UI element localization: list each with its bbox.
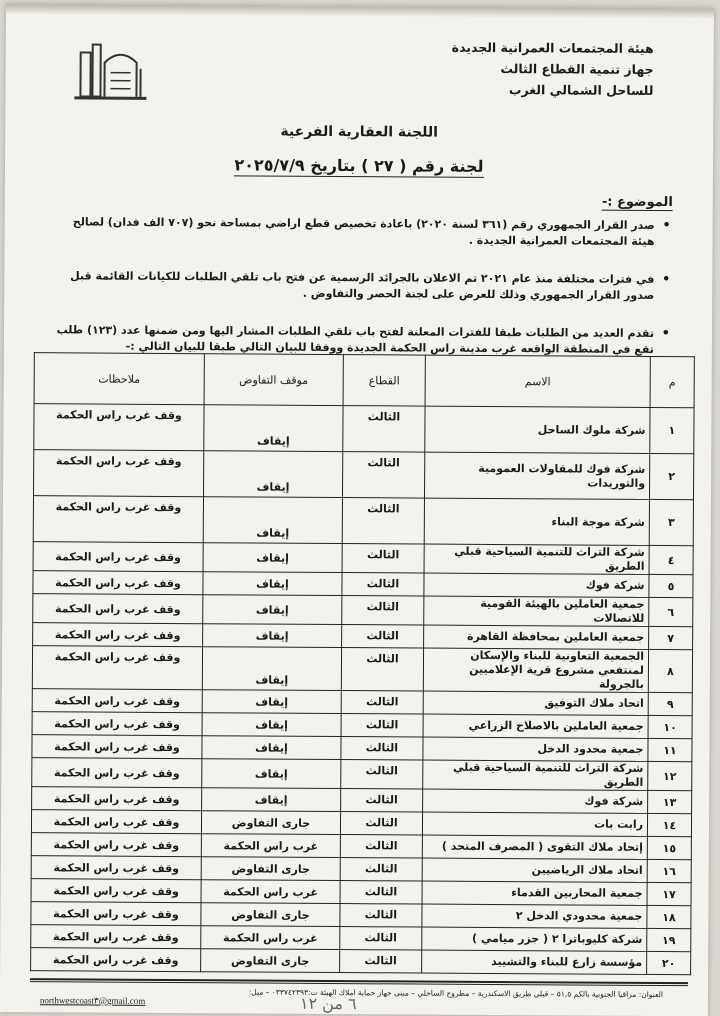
row-notes: وقف غرب راس الحكمة xyxy=(32,712,202,736)
requests-table xyxy=(30,352,695,975)
row-sector: الثالث xyxy=(341,760,423,790)
row-notes: وقف غرب راس الحكمة xyxy=(32,689,202,713)
row-name: رابت بات xyxy=(422,812,647,836)
row-number: ٥ xyxy=(649,574,693,597)
row-negotiation-status: إيقاف xyxy=(203,595,342,625)
table-header-row xyxy=(34,353,694,408)
row-notes: وقف غرب راس الحكمة xyxy=(31,925,201,949)
header-name: الاسم xyxy=(425,355,650,407)
row-number: ٢ xyxy=(649,453,693,499)
row-negotiation-status: إيقاف xyxy=(202,759,341,789)
row-notes: وقف غرب راس الحكمة xyxy=(33,571,203,595)
row-name: شركة موجة البناء xyxy=(424,498,649,545)
row-notes: وقف غرب راس الحكمة xyxy=(32,758,202,788)
row-sector: الثالث xyxy=(341,789,423,813)
org-line-3: للساحل الشمالي الغرب xyxy=(451,79,653,101)
subject-label: الموضوع :- xyxy=(602,195,673,211)
row-name: مؤسسة زارع للبناء والتشييد xyxy=(422,950,647,974)
row-sector: الثالث xyxy=(342,596,424,626)
row-sector: الثالث xyxy=(340,812,422,836)
row-number: ٧ xyxy=(649,626,693,649)
row-negotiation-status: إيقاف xyxy=(204,405,343,452)
row-negotiation-status: إيقاف xyxy=(203,624,342,648)
row-number: ١٤ xyxy=(647,813,691,836)
row-sector: الثالث xyxy=(340,835,422,859)
row-negotiation-status: إيقاف xyxy=(203,497,342,544)
row-notes: وقف غرب راس الحكمة xyxy=(31,856,201,880)
footer-address: العنوان: مراقيا الجنوبية بالكم ٥١,٥ – قبلي طريق الاسكندرية – مطروح الساحلي – مبنى جهاز حماية املاك الهيئة ت:٠٣٣٧٤٢٣٩٣ – ميل: xyxy=(33,985,663,1000)
row-negotiation-status: جارى التفاوض xyxy=(201,903,340,927)
row-number: ١٦ xyxy=(647,859,691,882)
row-number: ٣ xyxy=(649,499,693,545)
table-row xyxy=(32,646,692,693)
header-sector: القطاع xyxy=(343,355,425,406)
row-notes: وقف غرب راس الحكمة xyxy=(31,879,201,903)
row-notes: وقف غرب راس الحكمة xyxy=(34,404,204,451)
row-sector: الثالث xyxy=(341,648,423,692)
table-row xyxy=(34,404,694,454)
row-name: جمعية العاملين بالهيئة القومية للاتصالات xyxy=(424,596,649,626)
row-sector: الثالث xyxy=(342,452,424,499)
row-name: اتحاد ملاك الرياضيين xyxy=(422,858,647,882)
table-row xyxy=(33,496,693,546)
row-notes: وقف غرب راس الحكمة xyxy=(32,646,202,690)
committee-name: اللجنة العقارية الفرعية xyxy=(5,122,713,142)
row-number: ٩ xyxy=(648,692,692,715)
header-notes: ملاحظات xyxy=(34,353,204,405)
row-notes: وقف غرب راس الحكمة xyxy=(31,810,201,834)
bullet-decree: • صدر القرار الجمهوري رقم (٣٦١ لسنة ٢٠٢٠) باعادة تخصيص قطع اراضي بمساحة نحو (٧٠٧ الف فدان) لصالح هيئة المجتمعات العمرانية الجديدة . xyxy=(53,214,673,250)
row-negotiation-status: إيقاف xyxy=(202,736,341,760)
scan-edge xyxy=(6,4,714,18)
row-sector: الثالث xyxy=(340,858,422,882)
row-negotiation-status: غرب راس الحكمة xyxy=(201,926,340,950)
row-number: ١٧ xyxy=(647,882,691,905)
table-row xyxy=(32,758,692,791)
row-notes: وقف غرب راس الحكمة xyxy=(33,542,203,572)
row-name: جمعية المحاربين القدماء xyxy=(422,881,647,905)
row-number: ٨ xyxy=(648,649,692,692)
row-name: شركة كليوباترا ٢ ( جزر ميامي ) xyxy=(422,927,647,951)
row-sector: الثالث xyxy=(343,406,425,453)
page-number: ٦ من ١٢ xyxy=(300,994,357,1013)
row-name: شركة فوك xyxy=(424,573,649,597)
row-number: ١٣ xyxy=(648,790,692,813)
letterhead xyxy=(25,24,694,118)
row-notes: وقف غرب راس الحكمة xyxy=(32,735,202,759)
row-sector: الثالث xyxy=(340,927,422,951)
row-negotiation-status: إيقاف xyxy=(202,788,341,812)
session-number-date: لجنة رقم ( ٢٧ ) بتاريخ ٢٠٢٥/٧/٩ xyxy=(234,155,483,178)
row-name: شركة التراث للتنمية السياحية قبلي الطريق xyxy=(423,760,648,790)
committee-title xyxy=(5,122,713,179)
row-sector: الثالث xyxy=(340,881,422,905)
header-negotiation: موقف التفاوض xyxy=(204,354,343,406)
row-notes: وقف غرب راس الحكمة xyxy=(33,594,203,624)
row-notes: وقف غرب راس الحكمة xyxy=(33,623,203,647)
org-line-1: هيئة المجتمعات العمرانية الجديدة xyxy=(452,37,654,59)
row-number: ٦ xyxy=(649,597,693,626)
row-sector: الثالث xyxy=(340,950,422,974)
row-name: شركة فوك xyxy=(423,789,648,813)
row-sector: الثالث xyxy=(340,904,422,928)
row-notes: وقف غرب راس الحكمة xyxy=(31,902,201,926)
row-name: شركة التراث للتنمية السياحية قبلي الطريق xyxy=(424,544,649,574)
row-negotiation-status: جارى التفاوض xyxy=(201,949,340,973)
row-name: جمعية العاملين بالاصلاح الزراعي xyxy=(423,714,648,738)
row-sector: الثالث xyxy=(341,691,423,715)
row-sector: الثالث xyxy=(341,714,423,738)
row-number: ١٢ xyxy=(648,761,692,790)
row-notes: وقف غرب راس الحكمة xyxy=(33,450,203,497)
row-sector: الثالث xyxy=(341,737,423,761)
row-number: ١٠ xyxy=(648,715,692,738)
row-notes: وقف غرب راس الحكمة xyxy=(31,833,201,857)
row-negotiation-status: إيقاف xyxy=(202,713,341,737)
row-name: جمعية العاملين بمحافظة القاهرة xyxy=(424,625,649,649)
row-number: ٤ xyxy=(649,545,693,574)
row-notes: وقف غرب راس الحكمة xyxy=(32,787,202,811)
row-name: شركة فوك للمقاولات العمومية والتوريدات xyxy=(424,452,649,499)
table-row xyxy=(33,542,693,575)
header-num: م xyxy=(650,356,694,407)
row-negotiation-status: إيقاف xyxy=(203,451,342,498)
row-notes: وقف غرب راس الحكمة xyxy=(31,948,201,972)
row-number: ١٩ xyxy=(647,928,691,951)
footer-email: northwestcoast٣@gmail.com xyxy=(40,995,145,1007)
row-name: اتحاد ملاك التوفيق xyxy=(423,691,648,715)
table-row xyxy=(31,948,691,975)
organization-block xyxy=(451,37,653,101)
row-negotiation-status: إيقاف xyxy=(202,690,341,714)
bullet-announcements: • في فترات مختلفة منذ عام ٢٠٢١ تم الاعلان بالجرائد الرسمية عن فتح باب تلقي الطلبات للكيانات القائمة قبل صدور القرار الجمهوري وذلك للعرض على لجنة الحصر والتفاوض . xyxy=(52,268,672,304)
row-name: شركة ملوك الساحل xyxy=(425,406,650,453)
row-sector: الثالث xyxy=(342,625,424,649)
row-number: ٢٠ xyxy=(647,951,691,974)
row-sector: الثالث xyxy=(342,573,424,597)
row-negotiation-status: غرب راس الحكمة xyxy=(201,880,340,904)
row-name: الجمعية التعاونية للبناء والإسكان لمنتفعي مشروع قرية الإعلاميين بالجرولة xyxy=(423,648,648,692)
row-notes: وقف غرب راس الحكمة xyxy=(33,496,203,543)
row-sector: الثالث xyxy=(342,498,424,545)
row-negotiation-status: إيقاف xyxy=(203,543,342,573)
row-negotiation-status: غرب راس الحكمة xyxy=(201,834,340,858)
org-line-2: جهاز تنمية القطاع الثالث xyxy=(452,58,654,80)
row-sector: الثالث xyxy=(342,544,424,574)
row-number: ١١ xyxy=(648,738,692,761)
row-negotiation-status: إيقاف xyxy=(202,647,341,691)
row-number: ١٥ xyxy=(647,836,691,859)
row-name: جمعية محدود الدخل xyxy=(423,737,648,761)
row-name: جمعية محدودي الدخل ٢ xyxy=(422,904,647,928)
document-page xyxy=(0,4,714,1016)
row-negotiation-status: جارى التفاوض xyxy=(201,811,340,835)
row-negotiation-status: إيقاف xyxy=(203,572,342,596)
row-name: إتحاد ملاك التقوى ( المصرف المتحد ) xyxy=(422,835,647,859)
subject-bullets xyxy=(52,214,673,358)
table-row xyxy=(33,594,693,627)
row-number: ١٨ xyxy=(647,905,691,928)
bullet-requests: • تقدم العديد من الطلبات طبقا للفترات المعلنة لفتح باب تلقي الطلبات المشار اليها ومن ضمنها عدد (١٢٣) طلب تقع في المنطقة الواقعه غرب مدينة راس الحكمة الجديدة ووفقا للبيان التالي طبقا للبيان التالي :- xyxy=(52,322,672,358)
row-number: ١ xyxy=(650,407,694,453)
table-row xyxy=(33,450,693,500)
row-negotiation-status: جارى التفاوض xyxy=(201,857,340,881)
authority-logo-icon xyxy=(70,38,150,102)
